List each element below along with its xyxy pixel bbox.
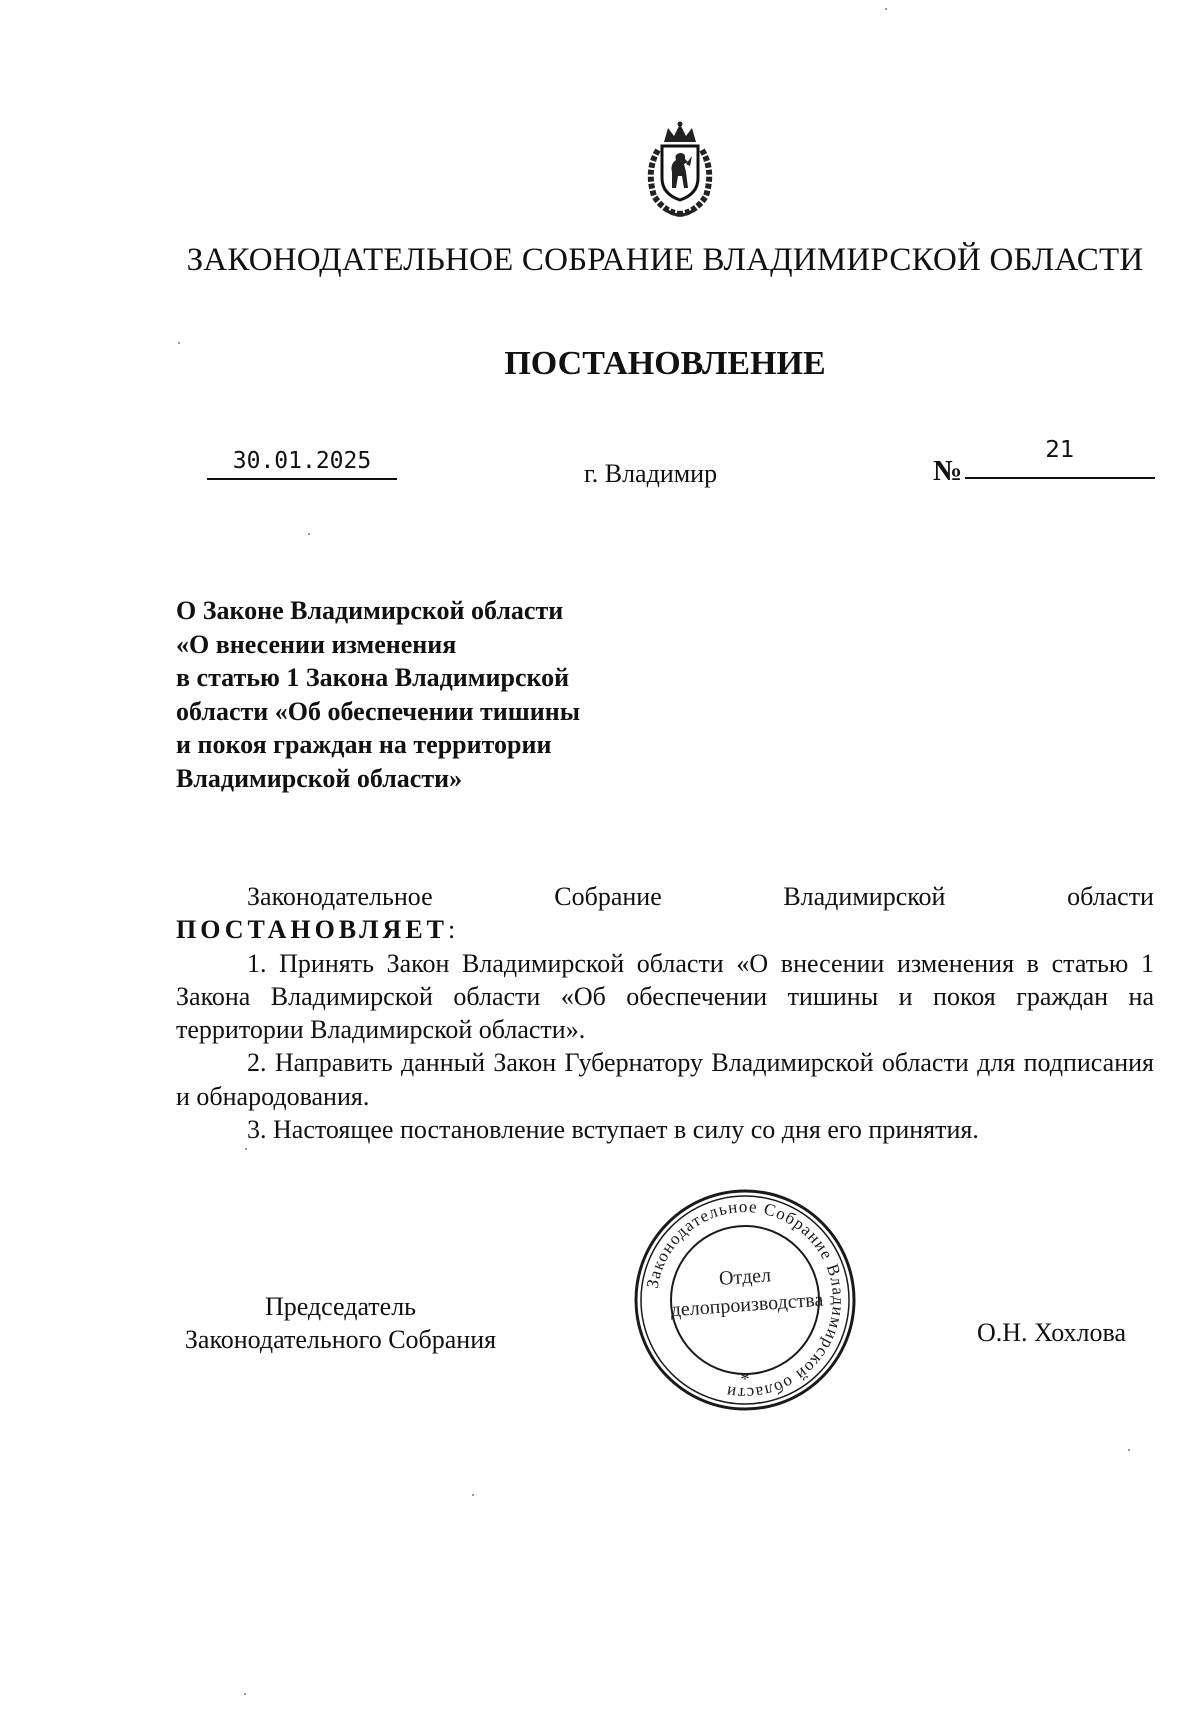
signatory-name: О.Н. Хохлова xyxy=(977,1318,1126,1347)
document-subject xyxy=(176,594,696,795)
document-number: 21 xyxy=(1045,437,1075,463)
paragraph-2: 2. Направить данный Закон Губернатору Владимирской области для подписания и обнародования. xyxy=(176,1048,1154,1111)
paragraph-3: 3. Настоящее постановление вступает в силу со дня его принятия. xyxy=(247,1115,979,1145)
subject-line: О Законе Владимирской области xyxy=(176,596,564,625)
signatory-position xyxy=(168,1290,513,1356)
document-body xyxy=(176,880,1154,1146)
intro-word: области xyxy=(1067,882,1154,911)
document-type-title: ПОСТАНОВЛЕНИЕ xyxy=(504,345,826,382)
seal-center-line: Отдел xyxy=(718,1264,772,1290)
coat-of-arms-icon xyxy=(630,120,730,220)
subject-line: Владимирской области» xyxy=(176,763,463,793)
subject-line: и покоя граждан на территории xyxy=(176,730,552,759)
intro-word: Владимирской xyxy=(783,882,946,911)
number-sign: № xyxy=(933,455,963,487)
number-underline xyxy=(965,477,1155,479)
decree-colon: : xyxy=(448,915,456,945)
position-line: Председатель xyxy=(264,1292,417,1321)
decree-word: ПОСТАНОВЛЯЕТ xyxy=(176,915,448,945)
intro-word: Законодательное xyxy=(247,882,433,911)
date-field xyxy=(207,448,397,480)
date-underline xyxy=(207,478,397,480)
intro-word: Собрание xyxy=(554,882,662,911)
seal-center-text xyxy=(664,1257,828,1324)
seal-ring-text: Законодательное Собрание Владимирской области xyxy=(642,1196,849,1404)
subject-line: области «Об обеспечении тишины xyxy=(176,696,580,726)
seal-star: * xyxy=(740,1369,750,1389)
position-line: Законодательного Собрания xyxy=(184,1325,497,1354)
seal-center-line: делопроизводства xyxy=(669,1288,825,1322)
subject-line: «О внесении изменения xyxy=(176,629,457,659)
number-field xyxy=(965,437,1155,479)
subject-line: в статью 1 Закона Владимирской xyxy=(176,663,570,692)
intro-line xyxy=(176,880,1154,913)
document-city: г. Владимир xyxy=(584,459,718,488)
organization-title: ЗАКОНОДАТЕЛЬНОЕ СОБРАНИЕ ВЛАДИМИРСКОЙ ОБЛАСТИ xyxy=(186,242,1144,278)
decree-line xyxy=(176,913,1154,946)
paragraph-1: 1. Принять Закон Владимирской области «О внесении изменения в статью 1 Закона Владимирской области «Об обеспечении тишины и покоя граждан на территории Владимирской области». xyxy=(176,948,1154,1045)
document-date: 30.01.2025 xyxy=(232,448,372,474)
